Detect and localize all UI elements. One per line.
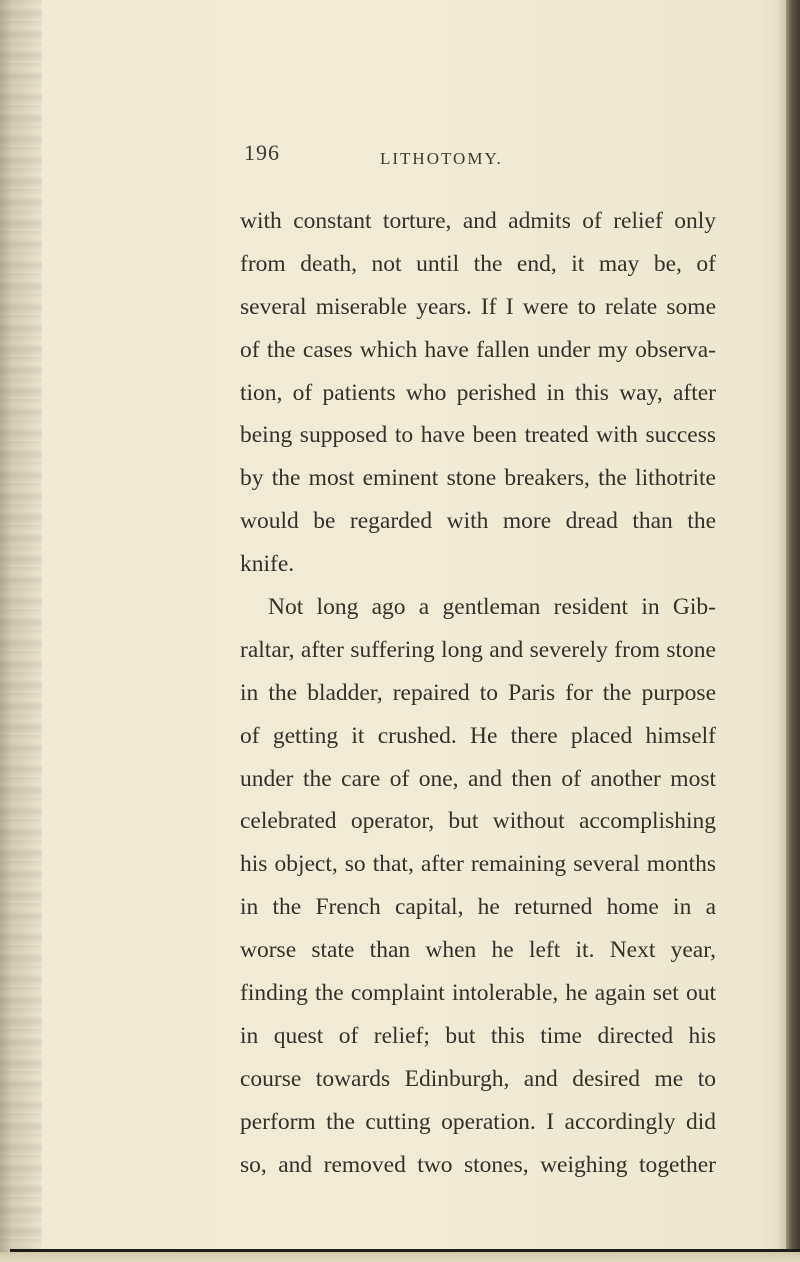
page-number: 196: [244, 140, 280, 165]
text-line: several miserable years. If I were to relate some: [240, 293, 716, 320]
text-line: worse state than when he left it. Next year,: [240, 937, 716, 964]
text-line: celebrated operator, but without accomplishing: [240, 808, 716, 835]
text-line-paragraph-start: Not long ago a gentleman resident in Gib-: [268, 594, 716, 621]
text-line: would be regarded with more dread than the: [240, 508, 716, 535]
text-line: course towards Edinburgh, and desired me to: [240, 1065, 716, 1092]
page-bottom-shade: [0, 1252, 800, 1262]
text-line: by the most eminent stone breakers, the lithotrite: [240, 465, 716, 492]
text-line: under the care of one, and then of another most: [240, 765, 716, 792]
text-line: of the cases which have fallen under my observa-: [240, 336, 716, 363]
running-head: LITHOTOMY.: [380, 149, 503, 168]
text-line: with constant torture, and admits of relief only: [240, 208, 716, 234]
text-line: perform the cutting operation. I accordingly did: [240, 1108, 716, 1135]
text-line: from death, not until the end, it may be, of: [240, 250, 716, 277]
page-right-edge: [786, 0, 800, 1262]
text-line: finding the complaint intolerable, he again set out: [240, 980, 716, 1007]
text-line: being supposed to have been treated with success: [240, 422, 716, 449]
text-line: raltar, after suffering long and severely from stone: [240, 636, 716, 663]
page-binding-shadow: [0, 0, 42, 1262]
text-line: so, and removed two stones, weighing together: [240, 1151, 716, 1178]
text-line: of getting it crushed. He there placed himself: [240, 722, 716, 749]
text-line: in the French capital, he returned home in a: [240, 894, 716, 921]
text-line: tion, of patients who perished in this way, after: [240, 379, 716, 406]
body-text: [240, 200, 716, 1186]
page-right-shade: [776, 0, 786, 1262]
text-line-paragraph-end: knife.: [240, 551, 295, 578]
text-line: his object, so that, after remaining several months: [240, 851, 716, 878]
text-line: in quest of relief; but this time directed his: [240, 1022, 716, 1049]
text-line: in the bladder, repaired to Paris for the purpose: [240, 679, 716, 706]
